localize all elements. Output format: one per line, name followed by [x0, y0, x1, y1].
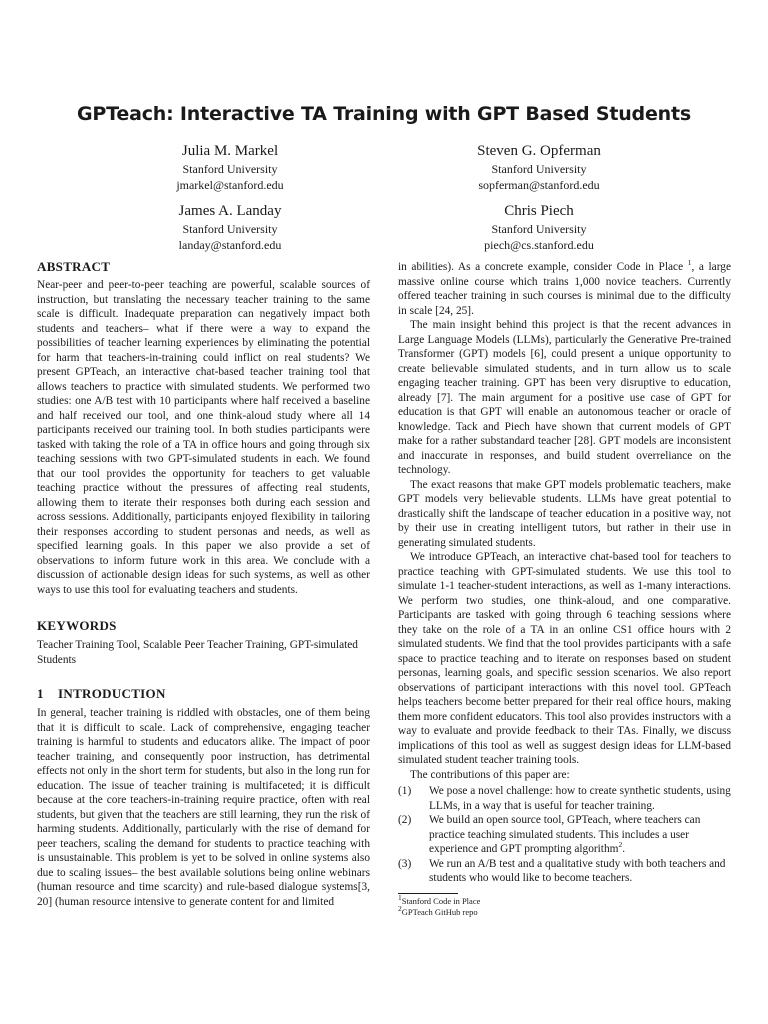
footnote-mark: 1 [398, 893, 402, 903]
introduction-col-left [37, 706, 370, 909]
list-item-number: (1) [398, 785, 412, 797]
keywords-text: Teacher Training Tool, Scalable Peer Teacher Training, GPT-simulated Students [37, 639, 358, 666]
footnote-marker: 2 [618, 840, 623, 850]
author-affiliation: Stanford University [182, 222, 278, 236]
footnote-text: Stanford Code in Place [401, 896, 481, 906]
author-block [409, 141, 669, 193]
section-number: 1 [37, 686, 44, 701]
abstract-text: Near-peer and peer-to-peer teaching are powerful, scalable sources of instruction, but translating the necessary teacher training to the same scale is difficult. Inadequate preparation can negatively impact both students and teachers– what if there were a way to expand the possibilities of teacher learning experiences by eliminating the potential for harm that teachers-in-training could inflict on real students? We present GPTeach, an interactive chat-based teacher training tool that allows teachers to practice with simulated students. We performed two studies: one A/B test with 10 participants where half received a baseline and half received our tool, and one think-aloud study where all 14 participants received our training tool. In both studies participants were tasked with taking the role of a TA in office hours and going through six teaching sessions with two GPT-simulated students in each. We found that our tool provides the opportunity for teachers to get valuable teaching practice without the pressures of affecting real students, allowing them to iterate their responses both during each session and across sessions. Additionally, participants enjoyed flexibility in tailoring their responses according to student personas and needs, as well as specified learning goals. In this paper we also provide a set of observations to inform future work in this area. We conclude with a discussion of actionable design ideas for such systems, as well as other ways to use this tool for evaluating teachers and students. [37, 279, 370, 596]
list-item-number: (3) [398, 857, 412, 870]
footnote [398, 904, 731, 918]
author-block [409, 201, 669, 253]
intro-text-run: in abilities). As a concrete example, consider Code in Place [398, 261, 688, 273]
author-block [100, 201, 360, 253]
author-email: jmarkel@stanford.edu [176, 178, 284, 192]
introduction-col-right [398, 260, 731, 886]
list-item [398, 857, 731, 886]
author-affiliation: Stanford University [491, 162, 587, 176]
list-item [398, 784, 731, 813]
footnote-text: GPTeach GitHub repo [401, 907, 478, 917]
author-email: sopferman@stanford.edu [478, 178, 600, 192]
list-item-text: We run an A/B test and a qualitative study with both teachers and students who would like to become teachers. [429, 857, 726, 884]
author-email: landay@stanford.edu [178, 238, 282, 252]
list-item-text: We build an open source tool, GPTeach, where teachers can practice teaching simulated students. This includes a user experience and GPT prompting algorithm [429, 814, 701, 855]
intro-paragraph-3: The exact reasons that make GPT models problematic teachers, make GPT models very believable students. LLMs have great potential to drastically shift the landscape of teacher education in a positive way, not by their use in creating intelligent tutors, but rather in their use in generating simulated students. [398, 478, 731, 549]
author-email: piech@cs.stanford.edu [484, 238, 594, 252]
list-item: (2) We build an open source tool, GPTeach, where teachers can practice teaching simulated students. This includes a user experience and GPT prompting algorithm$^2$. [398, 814, 701, 855]
intro-paragraph-2: The main insight behind this project is that the recent advances in Large Language Models (LLMs), particularly the Generative Pre-trained Transformer (GPT) models [6], could present a unique opportunity to create believable simulated students, and in turn allow us to scale engaging teacher training. GPT has been very disruptive to education, already [7]. The main argument for a positive use case of GPT for education is that GPT will enable an autonomous teacher or oracle of knowledge. Tack and Piech have shown that current models of GPT make for a rather substandard teacher [28]. GPT models are inconsistent and inaccurate in responses, and build student overreliance on the technology. [398, 319, 731, 476]
footnote [398, 893, 731, 907]
footnote-mark: 2 [398, 904, 402, 914]
section-title: INTRODUCTION [58, 686, 166, 701]
author-name: Chris Piech [504, 203, 574, 219]
abstract-heading: ABSTRACT [37, 259, 111, 274]
keywords-body [37, 638, 370, 667]
contributions-list [398, 784, 731, 886]
author-block [100, 141, 360, 193]
paper-title: GPTeach: Interactive TA Training with GPT Based Students [77, 103, 691, 125]
introduction-heading [37, 685, 166, 703]
intro-paragraph-5: The contributions of this paper are: [410, 768, 570, 781]
keywords-heading: KEYWORDS [37, 618, 117, 633]
author-name: Steven G. Opferman [477, 143, 601, 159]
list-item-text: We pose a novel challenge: how to create synthetic students, using LLMs, in a way that is useful for teacher training. [429, 785, 731, 812]
author-affiliation: Stanford University [491, 222, 587, 236]
footnote-rule [398, 893, 458, 894]
author-name: James A. Landay [178, 203, 282, 219]
footnotes [398, 893, 731, 918]
footnote-marker: 1 [687, 258, 692, 268]
intro-text-run: , a large massive online course which trains 1,000 novice teachers. Currently offered teacher training in such courses is minimal due to the difficulty in scale [24, 25]. [398, 261, 731, 317]
intro-paragraph-1: In general, teacher training is riddled with obstacles, one of them being that it is difficult to scale. Lack of comprehensive, engaging teacher training is harmful to students and educators alike. The impact of poor teacher training, and consequently poor instruction, has detrimental effects not only in the short term for students, but also in the long run for education. The issue of teacher training is multifaceted; it is difficult because at the core teachers-in-training require practice, often with real students, but given that the teachers are still learning, they run the risk of harming students. Additionally, particularly with the rise of demand for peer teachers, scaling the demand for students to practice teaching with is unsustainable. This problem is yet to be solved in online systems also due to scaling issues– the best available solutions being online webinars (human resource and time scarcity) and rule-based dialogue systems[3, 20] (human resource intensive to generate content for and limited [37, 707, 370, 908]
intro-paragraph-4: We introduce GPTeach, an interactive chat-based tool for teachers to practice teaching with GPT-simulated students. We use this tool to simulate 1-1 teacher-student interactions, as well as 1-many interactions. We perform two studies, one think-aloud, and one comparative. Participants are tasked with going through 6 teaching sessions where they take on the role of a TA in an online CS1 office hours with 2 simulated students. We find that the tool provides participants with a safe space to practice teaching and to iterate on responses based on student personas, learning goals, and specific session scenarios. We also report observations of participant interactions with this novel tool. GPTeach helps teachers become better prepared for their real office hours, making them more confident educators. This tool also provides instructors with a way to evaluate and provide feedback to their TAs. Finally, we discuss implications of this tool as well as suggest design ideas for LLM-based simulated student teacher training tools. [398, 551, 731, 766]
author-affiliation: Stanford University [182, 162, 278, 176]
list-item-number: (2) [398, 814, 412, 826]
author-name: Julia M. Markel [181, 143, 279, 159]
intro-paragraph-1-continued [398, 260, 731, 318]
abstract-body [37, 278, 370, 597]
